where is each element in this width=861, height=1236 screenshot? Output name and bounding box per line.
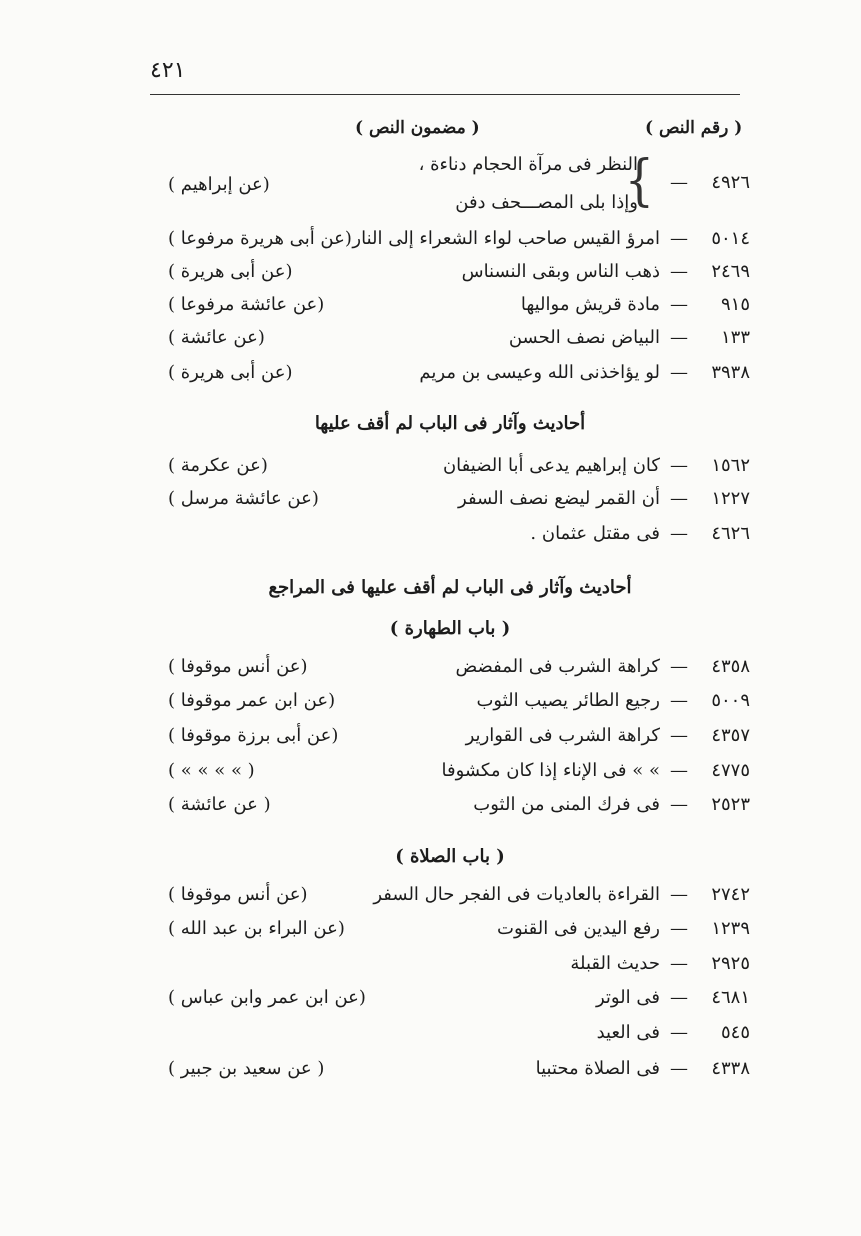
entry-source: ( عن عائشة ): [168, 794, 271, 815]
entry-text: رجيع الطائر يصيب الثوب: [476, 690, 660, 711]
entry-text: مادة قريش مواليها: [520, 294, 660, 315]
entry-dash: —: [670, 327, 688, 348]
entry-source: (عن عائشة مرفوعا ): [168, 294, 325, 315]
entry-text-line2: وإذا بلى المصـــحف دفن: [455, 192, 638, 213]
entry-number: ٩١٥: [720, 294, 750, 315]
entry-text: فى الوتر: [595, 987, 660, 1008]
entry-number: ٤٣٣٨: [711, 1058, 750, 1079]
entry-source: (عن أبى برزة موقوفا ): [168, 725, 339, 746]
entry-dash: —: [670, 455, 688, 476]
brace-icon: {: [624, 147, 654, 213]
entry-number: ٤٦٢٦: [711, 523, 750, 544]
entry-dash: —: [670, 918, 688, 939]
entry-number: ٤٦٨١: [711, 987, 750, 1008]
entry-row: [150, 488, 750, 522]
entry-row: [150, 455, 750, 489]
entry-dash: —: [670, 172, 688, 193]
top-rule: [150, 94, 740, 95]
entry-number: ١٥٦٢: [711, 455, 750, 476]
entry-dash: —: [670, 884, 688, 905]
entry-text: كراهة الشرب فى المفضض: [455, 656, 660, 677]
entry-text: ذهب الناس وبقى النسناس: [461, 261, 660, 282]
entry-text: حديث القبلة: [570, 953, 660, 974]
section-heading: أحاديث وآثار فى الباب لم أقف عليها: [314, 413, 586, 434]
entry-row: [150, 327, 750, 361]
entry-row: [150, 884, 750, 918]
entry-dash: —: [670, 228, 688, 249]
entry-row: [150, 228, 750, 262]
entry-source: ( عن سعيد بن جبير ): [168, 1058, 325, 1079]
entry-row: [150, 690, 750, 724]
entry-row: [150, 725, 750, 759]
entry-dash: —: [670, 953, 688, 974]
entry-source: (عن ابن عمر موقوفا ): [168, 690, 336, 711]
entry-number: ٥٤٥: [720, 1022, 750, 1043]
entry-dash: —: [670, 362, 688, 383]
entry-row-first: [150, 147, 750, 220]
entry-source: ( » » » » ): [168, 760, 255, 781]
entry-row: [150, 1022, 750, 1056]
entry-text: امرؤ القيس صاحب لواء الشعراء إلى النار: [352, 228, 660, 249]
chapter-heading: ( باب الطهارة ): [389, 618, 511, 639]
entry-source: (عن عائشة ): [168, 327, 265, 348]
entry-row: [150, 987, 750, 1021]
column-header-number: ( رقم النص ): [645, 118, 743, 138]
entry-text: » » فى الإناء إذا كان مكشوفا: [441, 760, 660, 781]
entry-dash: —: [670, 987, 688, 1008]
entry-number: ٢٧٤٢: [711, 884, 750, 905]
entry-text: البياض نصف الحسن: [508, 327, 660, 348]
entry-row: [150, 523, 750, 557]
entry-text: كان إبراهيم يدعى أبا الضيفان: [442, 455, 660, 476]
entry-text: رفع اليدين فى القنوت: [497, 918, 660, 939]
entry-text: كراهة الشرب فى القوارير: [465, 725, 660, 746]
entry-source: (عن أبى هريرة مرفوعا ): [168, 228, 352, 249]
entry-number: ٤٧٧٥: [711, 760, 750, 781]
entry-source: (عن أبى هريرة ): [168, 362, 293, 383]
entry-number: ٥٠٠٩: [711, 690, 750, 711]
entry-row: [150, 953, 750, 987]
entry-source: (عن أنس موقوفا ): [168, 656, 308, 677]
entry-number: ٢٤٦٩: [711, 261, 750, 282]
entry-row: [150, 918, 750, 952]
entry-dash: —: [670, 1058, 688, 1079]
entry-dash: —: [670, 523, 688, 544]
entry-text: فى العيد: [596, 1022, 660, 1043]
entry-dash: —: [670, 725, 688, 746]
entry-source: (عن أبى هريرة ): [168, 261, 293, 282]
entry-row: [150, 362, 750, 396]
section-heading: أحاديث وآثار فى الباب لم أقف عليها فى المراجع: [268, 577, 632, 598]
entry-number: ٢٥٢٣: [711, 794, 750, 815]
entry-text-line1: النظر فى مرآة الحجام دناءة ،: [418, 154, 638, 175]
entry-number: ٤٩٢٦: [711, 172, 750, 193]
entry-row: [150, 1058, 750, 1092]
entry-text: أن القمر ليضع نصف السفر: [458, 488, 660, 509]
chapter-heading: ( باب الصلاة ): [395, 846, 505, 867]
entry-dash: —: [670, 1022, 688, 1043]
entry-source: (عن أنس موقوفا ): [168, 884, 308, 905]
entry-row: [150, 760, 750, 794]
entry-text: فى مقتل عثمان .: [530, 523, 660, 544]
entry-number: ٥٠١٤: [711, 228, 750, 249]
entry-dash: —: [670, 794, 688, 815]
entry-dash: —: [670, 488, 688, 509]
entry-row: [150, 261, 750, 295]
entry-number: ٤٣٥٨: [711, 656, 750, 677]
entry-dash: —: [670, 760, 688, 781]
entry-text: فى فرك المنى من الثوب: [473, 794, 660, 815]
entry-number: ١٢٢٧: [711, 488, 750, 509]
entry-dash: —: [670, 690, 688, 711]
entry-text: القراءة بالعاديات فى الفجر حال السفر: [373, 884, 660, 905]
entry-row: [150, 794, 750, 828]
entry-source: (عن ابن عمر وابن عباس ): [168, 987, 366, 1008]
column-header-text: ( مضمون النص ): [355, 118, 480, 138]
entry-dash: —: [670, 656, 688, 677]
entry-number: ٢٩٢٥: [711, 953, 750, 974]
entry-number: ١٢٣٩: [711, 918, 750, 939]
entry-dash: —: [670, 261, 688, 282]
entry-dash: —: [670, 294, 688, 315]
entry-row: [150, 656, 750, 690]
page-number: ٤٢١: [150, 58, 186, 83]
entry-text: لو يؤاخذنى الله وعيسى بن مريم: [419, 362, 660, 383]
entry-number: ٤٣٥٧: [711, 725, 750, 746]
entry-source: (عن البراء بن عبد الله ): [168, 918, 345, 939]
entry-row: [150, 294, 750, 328]
entry-source: (عن إبراهيم ): [168, 174, 270, 195]
entry-number: ٣٩٣٨: [711, 362, 750, 383]
entry-number: ١٣٣: [720, 327, 750, 348]
entry-source: (عن عكرمة ): [168, 455, 268, 476]
entry-text: فى الصلاة محتبيا: [535, 1058, 660, 1079]
entry-source: (عن عائشة مرسل ): [168, 488, 319, 509]
